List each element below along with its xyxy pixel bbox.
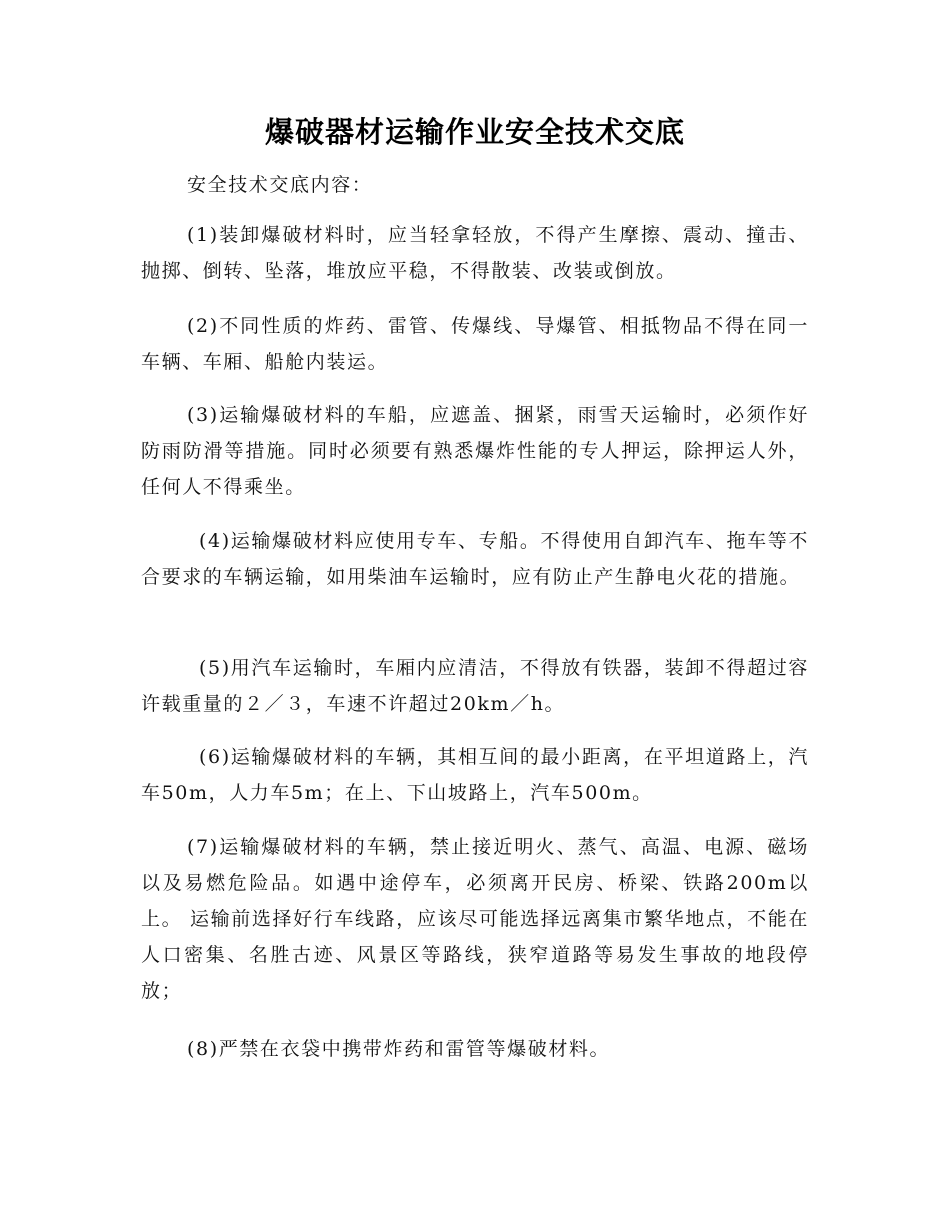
document-title: 爆破器材运输作业安全技术交底 — [264, 115, 685, 149]
paragraph-7: (7)运输爆破材料的车辆，禁止接近明火、蒸气、高温、电源、磁场以及易燃危险品。如遇中途停车，必须离开民房、桥梁、铁路200m以上。 运输前选择好行车线路，应该尽可能选择远离集市繁华地点，不能在人口密集、名胜古迹、风景区等路线，狭窄道路等易发生事故的地段停放； — [141, 836, 809, 1002]
paragraph-8: (8)严禁在衣袋中携带炸药和雷管等爆破材料。 — [187, 1038, 611, 1060]
paragraph-5: (5)用汽车运输时，车厢内应清洁，不得放有铁器，装卸不得超过容许载重量的２／３，车速不许超过20km／h。 — [141, 657, 809, 715]
paragraph-6: (6)运输爆破材料的车辆，其相互间的最小距离，在平坦道路上，汽车50m，人力车5m；在上、下山坡路上，汽车500m。 — [141, 746, 809, 804]
paragraph-2: (2)不同性质的炸药、雷管、传爆线、导爆管、相抵物品不得在同一车辆、车厢、船舱内装运。 — [141, 315, 809, 373]
paragraph-3: (3)运输爆破材料的车船，应遮盖、捆紧，雨雪天运输时，必须作好防雨防滑等措施。同时必须要有熟悉爆炸性能的专人押运，除押运人外，任何人不得乘坐。 — [141, 404, 809, 498]
intro-label: 安全技术交底内容： — [187, 174, 373, 196]
paragraph-4: (4)运输爆破材料应使用专车、专船。不得使用自卸汽车、拖车等不合要求的车辆运输，如用柴油车运输时，应有防止产生静电火花的措施。 — [141, 530, 809, 588]
paragraph-1: (1)装卸爆破材料时，应当轻拿轻放，不得产生摩擦、震动、撞击、抛掷、倒转、坠落，堆放应平稳，不得散装、改装或倒放。 — [141, 224, 809, 282]
